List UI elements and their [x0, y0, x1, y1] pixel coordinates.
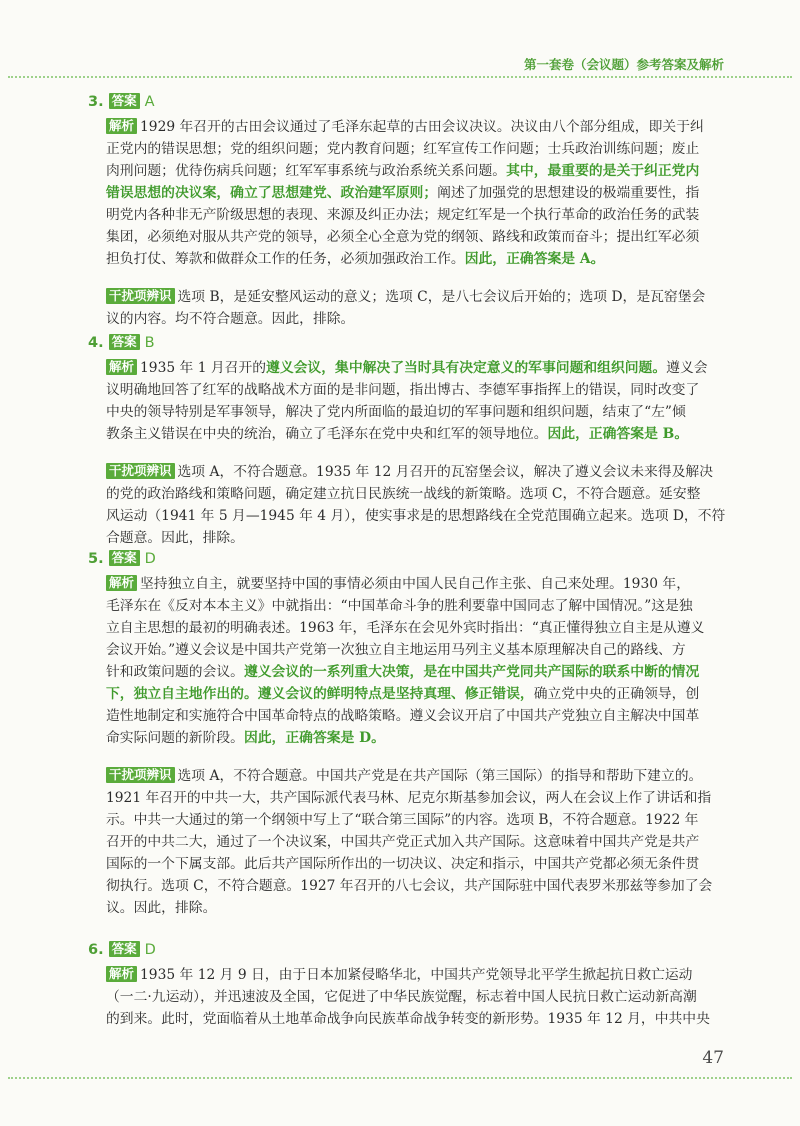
distractor-label-badge: 干扰项辨识: [106, 288, 175, 304]
body-text: （一二·九运动），并迅速波及全国，它促进了中华民族觉醒，标志着中国人民抗日救亡运动新高潮: [106, 989, 697, 1005]
highlighted-text: 因此，正确答案是 B。: [547, 426, 689, 442]
text-line: [106, 661, 726, 683]
text-line: [106, 116, 726, 138]
body-text: 1935 年 1 月召开的: [140, 360, 267, 376]
text-line: [106, 809, 726, 831]
text-line: [106, 226, 726, 248]
question-number: 3.: [88, 94, 109, 110]
question-number: 4.: [88, 335, 109, 351]
page-number: 47: [702, 1048, 724, 1068]
body-text: 造性地制定和实施符合中国革命特点的战略策略。遵义会议开启了中国共产党独立自主解决中国革: [106, 708, 700, 724]
text-line: [106, 787, 726, 809]
answer-label-badge: 答案: [109, 93, 140, 109]
text-line: [106, 461, 726, 483]
text-line: [106, 401, 726, 423]
text-line: [106, 505, 726, 527]
body-text: 议。因此，排除。: [106, 900, 217, 916]
text-line: [106, 573, 726, 595]
analysis-label-badge: 解析: [106, 118, 137, 134]
text-line: [106, 483, 726, 505]
body-text: 的到来。此时，党面临着从土地革命战争向民族革命战争转变的新形势。1935 年 12 月，中共中央: [106, 1011, 710, 1027]
text-line: [106, 765, 726, 787]
text-line: [106, 248, 726, 270]
text-line: [106, 286, 726, 308]
body-text: 针和政策问题的会议。: [106, 664, 244, 680]
text-line: [106, 308, 726, 330]
text-line: [106, 875, 726, 897]
body-text: 1929 年召开的古田会议通过了毛泽东起草的古田会议决议。决议由八个部分组成，即关于纠: [140, 119, 704, 135]
answer-letter: D: [144, 942, 156, 958]
body-text: 教条主义错误在中央的统治，确立了毛泽东在党中央和红军的领导地位。: [106, 426, 548, 442]
body-text: 会议开始。”遵义会议是中国共产党第一次独立自主地运用马列主义基本原理解决自己的路线、方: [106, 642, 686, 658]
question-head: [88, 940, 156, 960]
text-line: [106, 204, 726, 226]
highlighted-text: 遵义会议，集中解决了当时具有决定意义的军事问题和组织问题。: [266, 360, 667, 376]
text-line: [106, 986, 726, 1008]
text-line: [106, 423, 726, 445]
text-line: [106, 853, 726, 875]
body-text: 命实际问题的新阶段。: [106, 730, 244, 746]
question-head: [88, 92, 155, 112]
text-line: [106, 639, 726, 661]
answer-label-badge: 答案: [109, 941, 140, 957]
question-head: [88, 333, 155, 353]
body-text: 1921 年召开的中共一大，共产国际派代表马林、尼克尔斯基参加会议，两人在会议上作了讲话和指: [106, 790, 712, 806]
body-text: 的党的政治路线和策略问题，确定建立抗日民族统一战线的新策略。选项 C，不符合题意。延安整: [106, 486, 701, 502]
text-line: [106, 527, 726, 549]
body-text: 彻执行。选项 C，不符合题意。1927 年召开的八七会议，共产国际驻中国代表罗米那兹等参加了会: [106, 878, 713, 894]
analysis-label-badge: 解析: [106, 359, 137, 375]
highlighted-text: 错误思想的决议案，确立了思想建党、政治建军原则；: [106, 185, 438, 201]
body-text: 合题意。因此，排除。: [106, 530, 244, 546]
header-divider: [8, 76, 792, 78]
body-text: 确立党中央的正确领导，创: [533, 686, 700, 702]
analysis-label-badge: 解析: [106, 575, 137, 591]
body-text: 毛泽东在《反对本本主义》中就指出：“中国革命斗争的胜利要靠中国同志了解中国情况。”这是独: [106, 598, 693, 614]
body-text: 风运动（1941 年 5 月—1945 年 4 月），使实事求是的思想路线在全党范围确立起来。选项 D，不符: [106, 508, 726, 524]
analysis-label-badge: 解析: [106, 966, 137, 982]
body-text: 担负打仗、筹款和做群众工作的任务，必须加强政治工作。: [106, 251, 465, 267]
header-title: 第一套卷（会议题）参考答案及解析: [523, 57, 724, 72]
body-text: 正党内的错误思想；党的组织问题；党内教育问题；红军宣传工作问题；士兵政治训练问题；废止: [106, 141, 700, 157]
text-line: [106, 705, 726, 727]
highlighted-text: 其中，最重要的是关于纠正党内: [506, 163, 700, 179]
body-text: 选项 A，不符合题意。中国共产党是在共产国际（第三国际）的指导和帮助下建立的。: [177, 768, 703, 784]
text-line: [106, 897, 726, 919]
distractor-label-badge: 干扰项辨识: [106, 767, 175, 783]
text-line: [106, 683, 726, 705]
body-text: 坚持独立自主，就要坚持中国的事情必须由中国人民自己作主张、自己来处理。1930 年，: [140, 576, 690, 592]
answer-letter: D: [144, 551, 156, 567]
text-line: [106, 595, 726, 617]
body-text: 选项 A，不符合题意。1935 年 12 月召开的瓦窑堡会议，解决了遵义会议未来得及解决: [177, 464, 713, 480]
answer-letter: A: [144, 94, 155, 110]
highlighted-text: 下，独立自主地作出的。遵义会议的鲜明特点是坚持真理、修正错误，: [106, 686, 534, 702]
text-line: [106, 727, 726, 749]
question-head: [88, 549, 156, 569]
answer-label-badge: 答案: [109, 550, 140, 566]
text-line: [106, 617, 726, 639]
body-text: 立自主思想的最初的明确表述。1963 年，毛泽东在会见外宾时指出：“真正懂得独立自主是从遵义: [106, 620, 705, 636]
body-text: 集团，必须绝对服从共产党的领导，必须全心全意为党的纲领、路线和政策而奋斗；提出红军必须: [106, 229, 700, 245]
body-text: 遵义会: [666, 360, 708, 376]
body-text: 明党内各种非无产阶级思想的表现、来源及纠正办法；规定红军是一个执行革命的政治任务的武装: [106, 207, 700, 223]
body-text: 1935 年 12 月 9 日，由于日本加紧侵略华北，中国共产党领导北平学生掀起抗日救亡运动: [140, 967, 693, 983]
text-line: [106, 357, 726, 379]
highlighted-text: 遵义会议的一系列重大决策，是在中国共产党同共产国际的联系中断的情况: [243, 664, 700, 680]
highlighted-text: 因此，正确答案是 D。: [243, 730, 385, 746]
body-text: 肉刑问题；优待伤病兵问题；红军军事系统与政治系统关系问题。: [106, 163, 507, 179]
body-text: 国际的一个下属支部。此后共产国际所作出的一切决议、决定和指示，中国共产党都必须无条件贯: [106, 856, 700, 872]
text-line: [106, 138, 726, 160]
body-text: 选项 B，是延安整风运动的意义；选项 C，是八七会议后开始的；选项 D，是瓦窑堡会: [177, 289, 706, 305]
body-text: 示。中共一大通过的第一个纲领中写上了“联合第三国际”的内容。选项 B，不符合题意。1922 年: [106, 812, 699, 828]
text-line: [106, 964, 726, 986]
text-line: [106, 831, 726, 853]
text-line: [106, 1008, 726, 1030]
body-text: 议的内容。均不符合题意。因此，排除。: [106, 311, 355, 327]
body-text: 中央的领导特别是军事领导，解决了党内所面临的最迫切的军事问题和组织问题，结束了“左”倾: [106, 404, 686, 420]
question-number: 6.: [88, 942, 109, 958]
text-line: [106, 160, 726, 182]
text-line: [106, 182, 726, 204]
body-text: 召开的中共二大，通过了一个决议案，中国共产党正式加入共产国际。这意味着中国共产党是共产: [106, 834, 700, 850]
text-line: [106, 379, 726, 401]
highlighted-text: 因此，正确答案是 A。: [464, 251, 605, 267]
body-text: 阐述了加强党的思想建设的极端重要性，指: [437, 185, 700, 201]
answer-letter: B: [144, 335, 155, 351]
question-number: 5.: [88, 551, 109, 567]
body-text: 议明确地回答了红军的战略战术方面的是非问题，指出博古、李德军事指挥上的错误，同时改变了: [106, 382, 700, 398]
answer-label-badge: 答案: [109, 334, 140, 350]
footer-divider: [8, 1077, 792, 1079]
distractor-label-badge: 干扰项辨识: [106, 463, 175, 479]
